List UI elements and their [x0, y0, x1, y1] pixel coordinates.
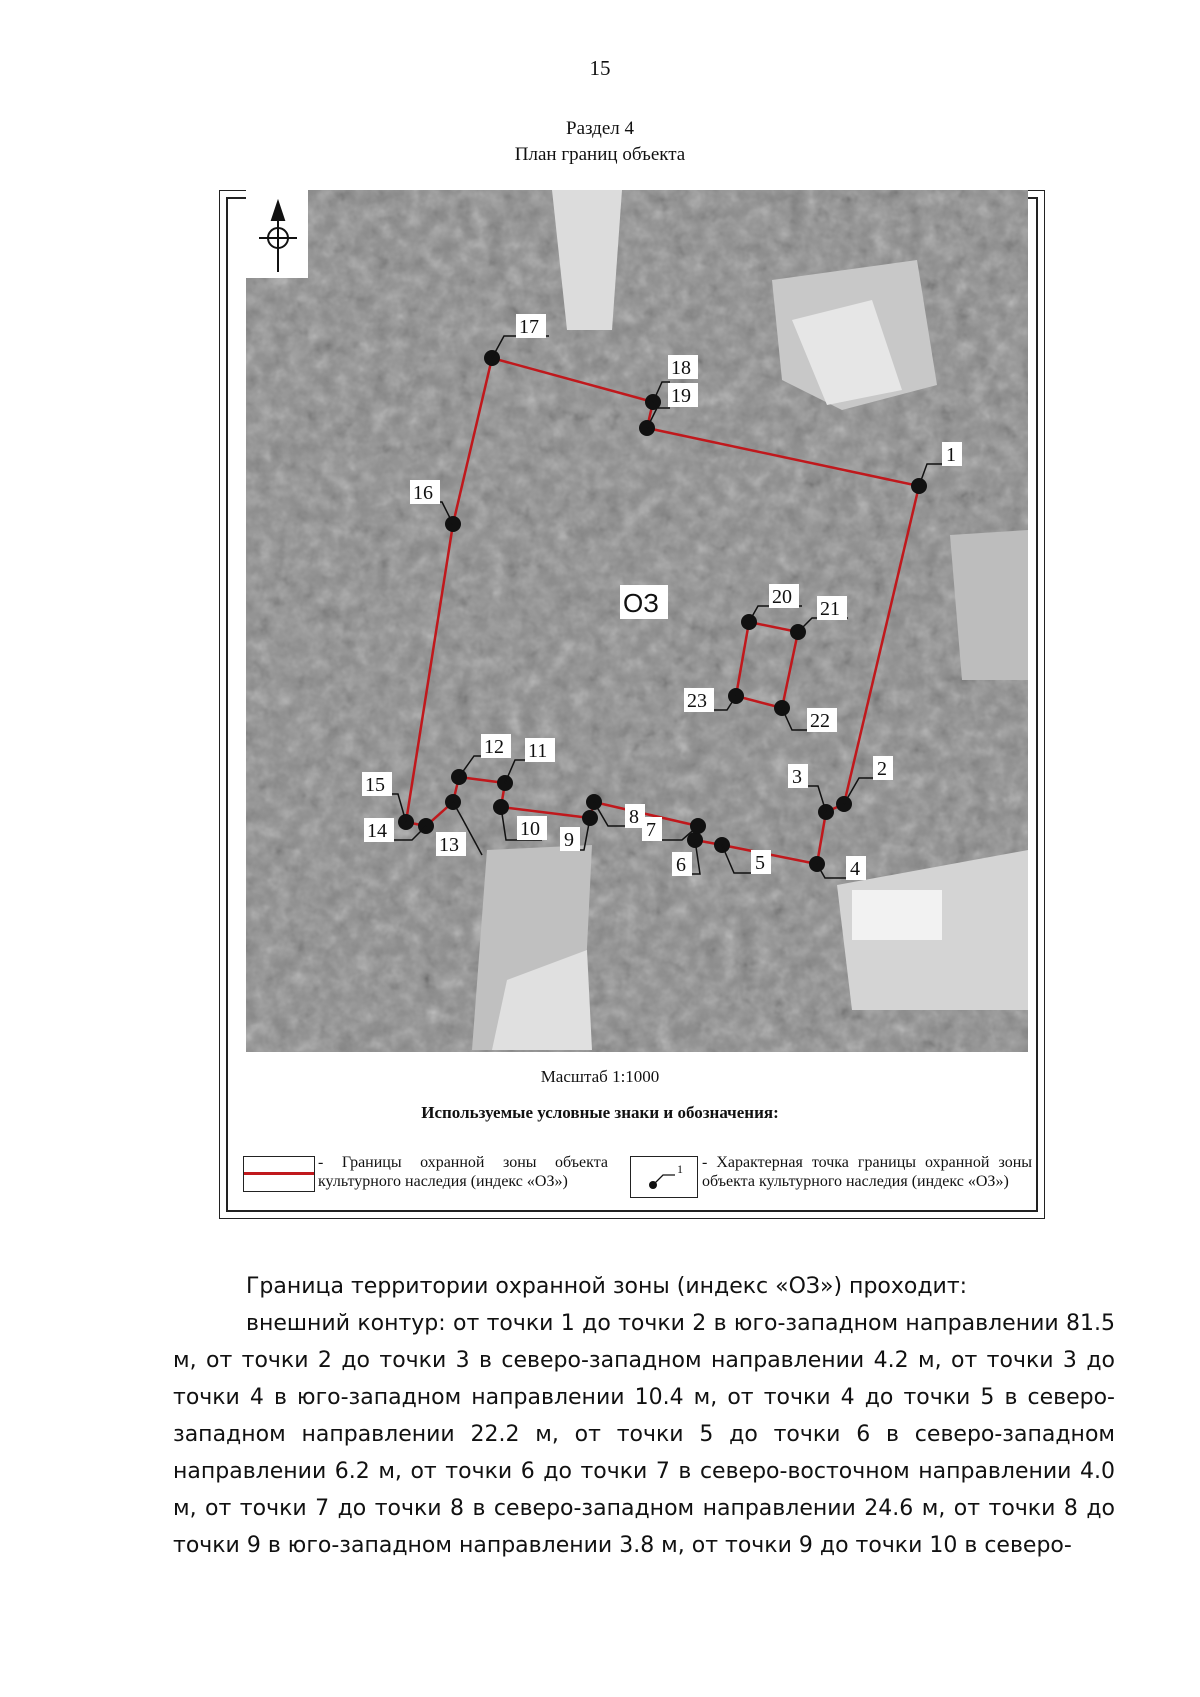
legend-point-sample	[630, 1156, 698, 1198]
point-label: 20	[772, 586, 792, 608]
map-scale: Масштаб 1:1000	[540, 1067, 660, 1086]
point-label: 10	[520, 818, 540, 840]
building-east	[950, 530, 1028, 680]
sports-ground	[852, 890, 942, 940]
point-label: 2	[877, 758, 887, 780]
section-number: Раздел 4	[566, 118, 634, 139]
point-sample-number: 1	[677, 1162, 683, 1176]
point-label: 4	[850, 858, 860, 880]
body-text	[173, 1268, 1115, 1564]
point-label: 1	[946, 444, 956, 466]
point-label: 21	[820, 598, 840, 620]
point-label: 5	[755, 852, 765, 874]
legend-line-sample	[243, 1156, 315, 1192]
point-label: 8	[629, 806, 639, 828]
point-label: 3	[792, 766, 802, 788]
point-label: 18	[671, 357, 691, 379]
section-title	[0, 116, 1200, 168]
aerial-map	[22, 190, 1152, 1070]
point-label: 11	[528, 740, 548, 762]
point-label: 15	[365, 774, 385, 796]
point-label: 12	[484, 736, 504, 758]
page-number: 15	[589, 56, 611, 80]
point-label: 22	[810, 710, 830, 732]
body-paragraph: внешний контур: от точки 1 до точки 2 в юго-западном направлении 81.5 м, от точки 2 до точки 3 в северо-западном направлении 4.2 м, от точки 3 до точки 4 в юго-западном направлении 10.4 м, от точки 4 до точки 5 в северо-западном направлении 22.2 м, от точки 5 до точки 6 в северо-западном направлении 6.2 м, от точки 6 до точки 7 в северо-восточном направлении 4.0 м, от точки 7 до точки 8 в северо-западном направлении 24.6 м, от точки 8 до точки 9 в юго-западном направлении 3.8 м, от точки 9 до точки 10 в северо-	[173, 1311, 1115, 1558]
legend-point-text: - Характерная точка границы охранной зоны объекта культурного наследия (индекс «ОЗ»)	[702, 1154, 1032, 1190]
point-label: 13	[439, 834, 459, 856]
point-label: 19	[671, 385, 691, 407]
body-lead: Граница территории охранной зоны (индекс «ОЗ») проходит:	[246, 1274, 968, 1299]
legend-line-text: - Границы охранной зоны объекта культурного наследия (индекс «ОЗ»)	[318, 1154, 608, 1190]
point-label: 9	[564, 829, 574, 851]
point-sample-icon	[631, 1157, 697, 1197]
point-label: 14	[367, 820, 387, 842]
point-label: 7	[646, 819, 656, 841]
point-label: 6	[676, 854, 686, 876]
zone-label: ОЗ	[623, 588, 659, 618]
point-label: 16	[413, 482, 433, 504]
point-label: 23	[687, 690, 707, 712]
section-subtitle: План границ объекта	[514, 144, 686, 165]
point-label: 17	[519, 316, 539, 338]
legend-title: Используемые условные знаки и обозначения:	[421, 1103, 779, 1122]
